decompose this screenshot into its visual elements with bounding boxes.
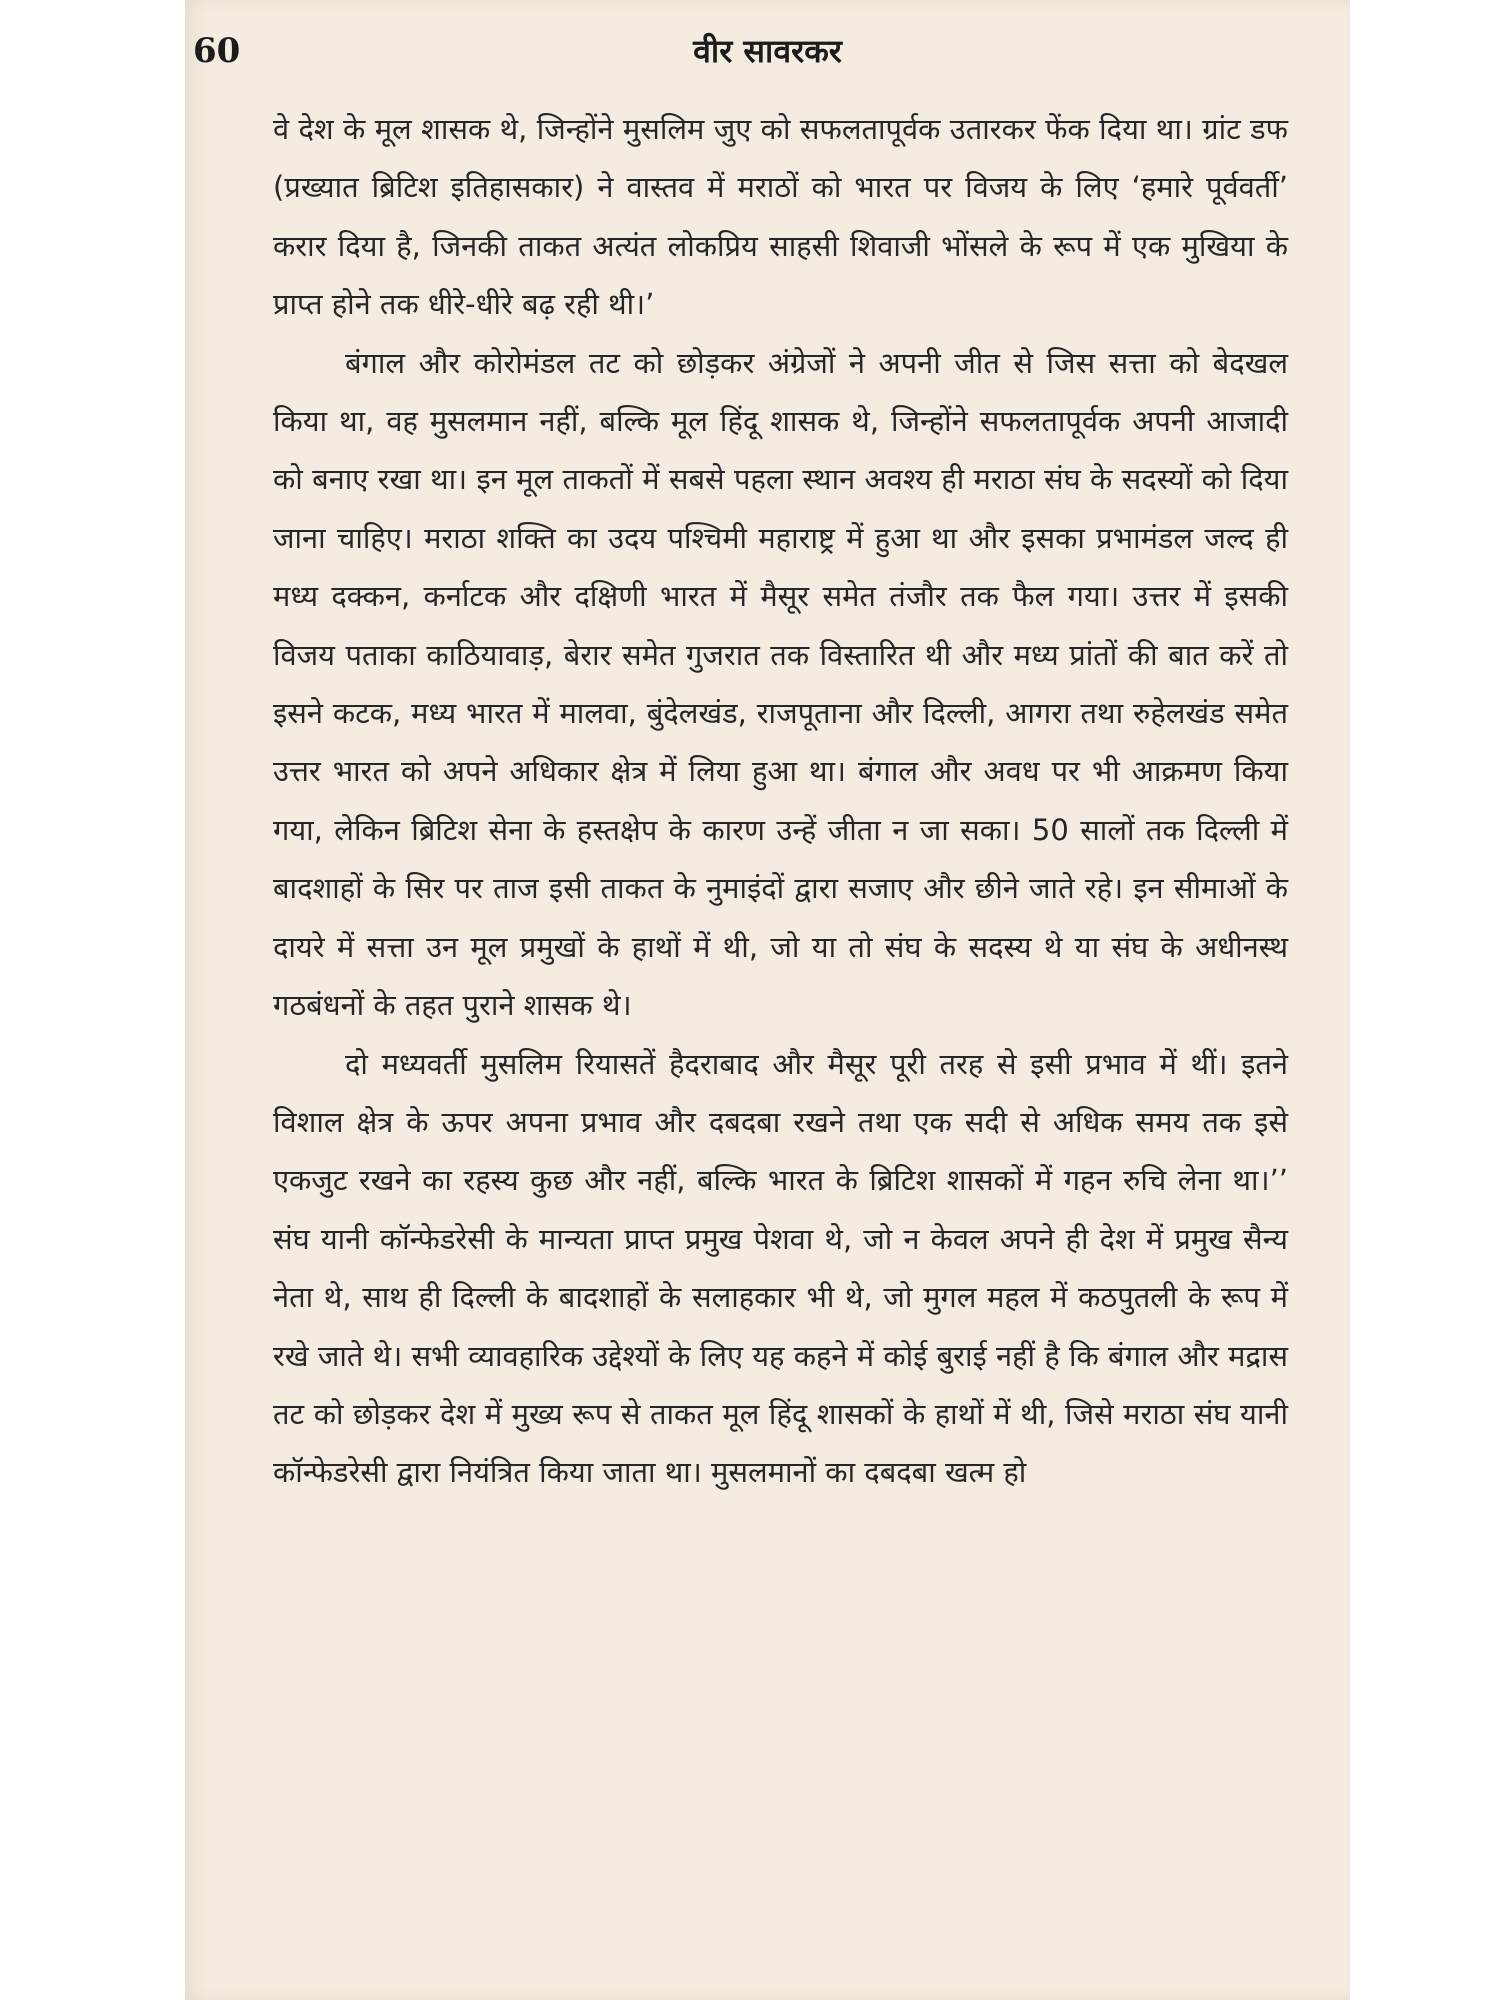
paragraph-continuation: वे देश के मूल शासक थे, जिन्होंने मुसलिम जुए को सफलतापूर्वक उतारकर फेंक दिया था। ग्रांट डफ (प्रख्यात ब्रिटिश इतिहासकार) ने वास्तव में मराठों को भारत पर विजय के लिए ‘हमारे पूर्ववर्ती’ करार दिया है, जिनकी ताकत अत्यंत लोकप्रिय साहसी शिवाजी भोंसले के रूप में एक मुखिया के प्राप्त होने तक धीरे-धीरे बढ़ रही थी।’	[273, 112, 1288, 322]
running-title: वीर सावरकर	[693, 32, 842, 70]
paragraph-bengal-coromandel: बंगाल और कोरोमंडल तट को छोड़कर अंग्रेजों ने अपनी जीत से जिस सत्ता को बेदखल किया था, वह मुसलमान नहीं, बल्कि मूल हिंदू शासक थे, जिन्होंने सफलतापूर्वक अपनी आजादी को बनाए रखा था। इन मूल ताकतों में सबसे पहला स्थान अवश्य ही मराठा संघ के सदस्यों को दिया जाना चाहिए। मराठा शक्ति का उदय पश्चिमी महाराष्ट्र में हुआ था और इसका प्रभामंडल जल्द ही मध्य दक्कन, कर्नाटक और दक्षिणी भारत में मैसूर समेत तंजौर तक फैल गया। उत्तर में इसकी विजय पताका काठियावाड़, बेरार समेत गुजरात तक विस्तारित थी और मध्य प्रांतों की बात करें तो इसने कटक, मध्य भारत में मालवा, बुंदेलखंड, राजपूताना और दिल्ली, आगरा तथा रुहेलखंड समेत उत्तर भारत को अपने अधिकार क्षेत्र में लिया हुआ था। बंगाल और अवध पर भी आक्रमण किया गया, लेकिन ब्रिटिश सेना के हस्तक्षेप के कारण उन्हें जीता न जा सका। 50 सालों तक दिल्ली में बादशाहों के सिर पर ताज इसी ताकत के नुमाइंदों द्वारा सजाए और छीने जाते रहे। इन सीमाओं के दायरे में सत्ता उन मूल प्रमुखों के हाथों में थी, जो या तो संघ के सदस्य थे या संघ के अधीनस्थ गठबंधनों के तहत पुराने शासक थे।	[273, 345, 1288, 1023]
body-text	[273, 100, 1288, 1502]
page-header	[185, 26, 1350, 76]
book-page	[185, 0, 1350, 2000]
paragraph-muslim-states: दो मध्यवर्ती मुसलिम रियासतें हैदराबाद और मैसूर पूरी तरह से इसी प्रभाव में थीं। इतने विशाल क्षेत्र के ऊपर अपना प्रभाव और दबदबा रखने तथा एक सदी से अधिक समय तक इसे एकजुट रखने का रहस्य कुछ और नहीं, बल्कि भारत के ब्रिटिश शासकों में गहन रुचि लेना था।’’ संघ यानी कॉन्फेडरेसी के मान्यता प्राप्त प्रमुख पेशवा थे, जो न केवल अपने ही देश में प्रमुख सैन्य नेता थे, साथ ही दिल्ली के बादशाहों के सलाहकार भी थे, जो मुगल महल में कठपुतली के रूप में रखे जाते थे। सभी व्यावहारिक उद्देश्यों के लिए यह कहने में कोई बुराई नहीं है कि बंगाल और मद्रास तट को छोड़कर देश में मुख्य रूप से ताकत मूल हिंदू शासकों के हाथों में थी, जिसे मराठा संघ यानी कॉन्फेडरेसी द्वारा नियंत्रित किया जाता था। मुसलमानों का दबदबा खत्म हो	[273, 1046, 1288, 1490]
page-number: 60	[193, 31, 241, 71]
